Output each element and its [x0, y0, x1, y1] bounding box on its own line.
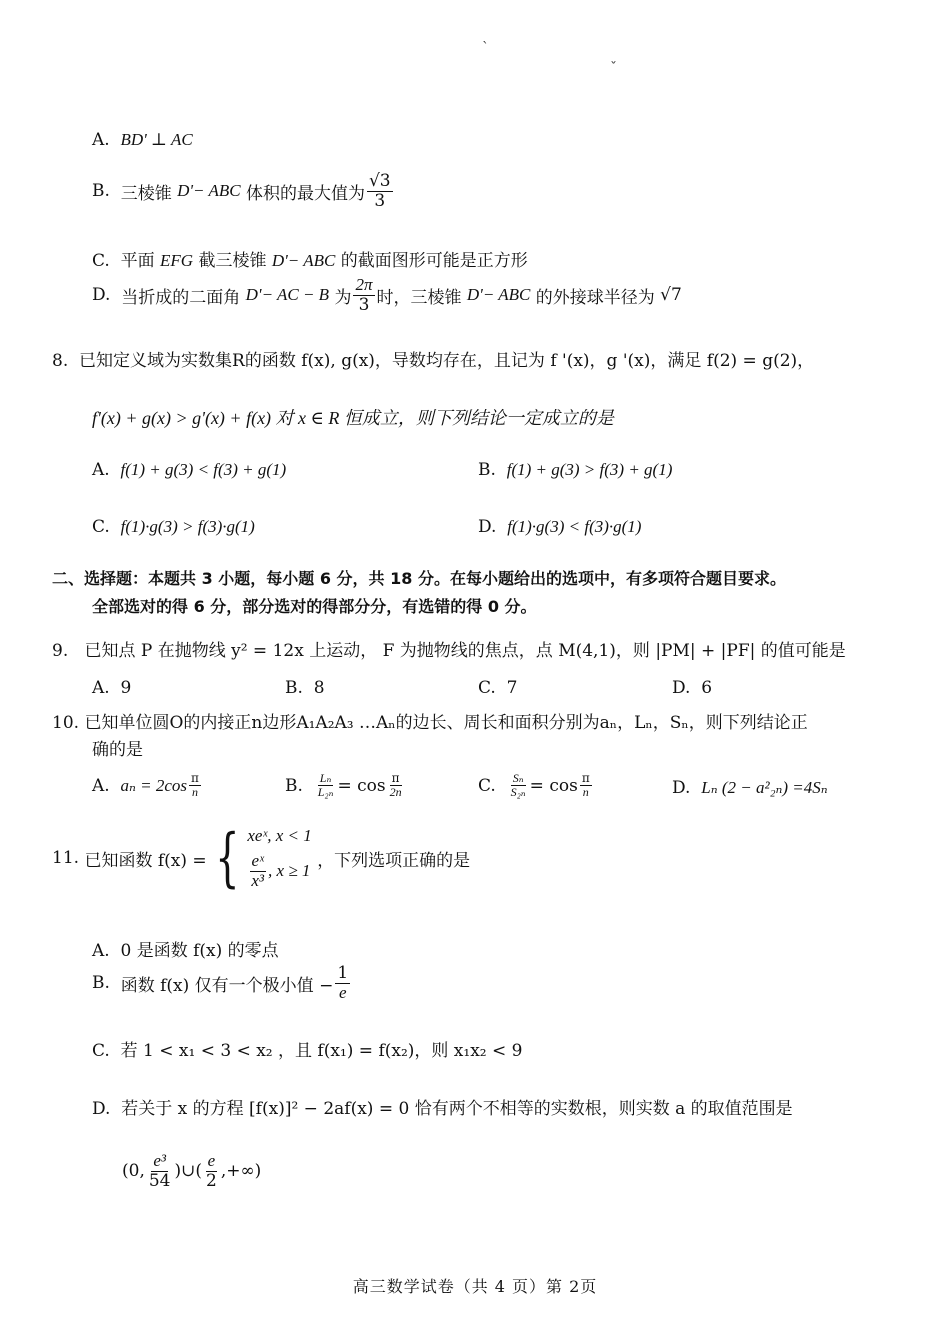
q10-stem-line2: 确的是	[92, 740, 143, 760]
q8-stem-line2: f'(x) + g(x) > g'(x) + f(x) 对 x ∈ R 恒成立，则下列结论一定成立的是	[92, 408, 614, 428]
section-2-heading: 二、选择题：本题共 3 小题，每小题 6 分，共 18 分。在每小题给出的选项中，有多项符合题目要求。	[52, 569, 786, 588]
fraction: $\frac{√3}{3}$	[368, 171, 391, 211]
q9-option-b: B. 8	[285, 678, 325, 698]
q11-option-d-answer: (0, $\frac{\text{e³}}{54}$ )∪( $\frac{e}{2}$ ,+∞)	[122, 1151, 262, 1191]
fraction: $\frac{\pi}{n}$	[581, 771, 590, 800]
fraction: $\frac{1}{e}$	[337, 963, 349, 1002]
q11-option-b: B. 函数 f(x) 仅有一个极小值 − $\frac{1}{e}$	[92, 963, 349, 1002]
fraction: $\frac{\pi}{2n}$	[389, 771, 402, 800]
q8-option-b: B. f(1) + g(3) > f(3) + g(1)	[478, 460, 673, 480]
q7-option-a: A. BD' ⊥ AC	[92, 130, 193, 150]
q11-option-d: D. 若关于 x 的方程 [f(x)]² − 2af(x) = 0 恰有两个不相等的实数根，则实数 a 的取值范围是	[92, 1099, 793, 1119]
q7-option-c: C. 平面 EFG 截三棱锥 D'− ABC 的截面图形可能是正方形	[92, 251, 528, 271]
q11-option-c: C. 若 1 < x₁ < 3 < x₂ ，且 f(x₁) = f(x₂)，则 x₁x₂ < 9	[92, 1041, 523, 1061]
q9-option-c: C. 7	[478, 678, 518, 698]
fraction: $\frac{\text{Lₙ}}{\text{L₂ₙ}}$	[317, 771, 334, 800]
q11-option-a: A. 0 是函数 f(x) 的零点	[92, 941, 279, 961]
q7-option-d: D. 当折成的二面角 D'− AC − B 为 $\frac{2\pi}{3}$ 时，三棱锥 D'− ABC 的外接球半径为 √7	[92, 275, 682, 315]
q10-stem-line1: 10. 已知单位圆O的内接正n边形A₁A₂A₃ …Aₙ的边长、周长和面积分别为aₙ，Lₙ，Sₙ，则下列结论正	[52, 713, 808, 733]
q10-option-c: C. $\frac{\text{Sₙ}}{\text{S₂ₙ}}$ = cos $\frac{\pi}{n}$	[478, 771, 590, 800]
fraction: $\frac{\text{eˣ}}{\text{x³}}$	[251, 851, 265, 890]
q8-stem-line1: 8. 已知定义域为实数集R的函数 f(x), g(x)，导数均存在，且记为 f '(x)，g '(x)，满足 f(2) = g(2)，	[52, 351, 815, 371]
fraction: $\frac{\text{Sₙ}}{\text{S₂ₙ}}$	[510, 771, 526, 800]
section-2-instructions: 全部选对的得 6 分，部分选对的得部分分，有选错的得 0 分。	[92, 597, 537, 616]
fraction: $\frac{\text{e³}}{54}$	[148, 1151, 171, 1191]
q10-option-d: D. Lₙ (2 − a²₂ₙ) =4Sₙ	[672, 778, 828, 798]
piecewise-brace: {	[214, 821, 240, 896]
q9-option-d: D. 6	[672, 678, 713, 698]
q9-stem: 9. 已知点 P 在抛物线 y² = 12x 上运动， F 为抛物线的焦点，点 M(4,1)，则 |PM| + |PF| 的值可能是	[52, 641, 846, 661]
page-footer: 高三数学试卷（共 4 页）第 2页	[352, 1277, 598, 1296]
q8-option-a: A. f(1) + g(3) < f(3) + g(1)	[92, 460, 287, 480]
q8-option-d: D. f(1)·g(3) < f(3)·g(1)	[478, 517, 642, 537]
fraction: $\frac{2\pi}{3}$	[355, 275, 373, 315]
q10-option-b: B. $\frac{\text{Lₙ}}{\text{L₂ₙ}}$ = cos $\frac{\pi}{2n}$	[285, 771, 402, 800]
scan-mark: `	[482, 40, 489, 56]
fraction: $\frac{\pi}{n}$	[191, 771, 199, 800]
q9-option-a: A. 9	[92, 678, 132, 698]
scan-mark: ˇ	[610, 60, 617, 76]
q7-option-b: B. 三棱锥 D'− ABC 体积的最大值为 $\frac{√3}{3}$	[92, 171, 391, 211]
q10-option-a: A. aₙ = 2cos $\frac{\pi}{n}$	[92, 771, 199, 800]
q11-stem: 11. 已知函数 f(x) = { xeˣ, x < 1 $\frac{\text{eˣ}}{\text{x³}}$ , x ≥ 1 ，下列选项正确的是	[52, 821, 471, 896]
piecewise-cases: xeˣ, x < 1 $\frac{\text{eˣ}}{\text{x³}}$ , x ≥ 1	[247, 826, 312, 890]
fraction: $\frac{e}{2}$	[206, 1151, 217, 1191]
q8-option-c: C. f(1)·g(3) > f(3)·g(1)	[92, 517, 255, 537]
